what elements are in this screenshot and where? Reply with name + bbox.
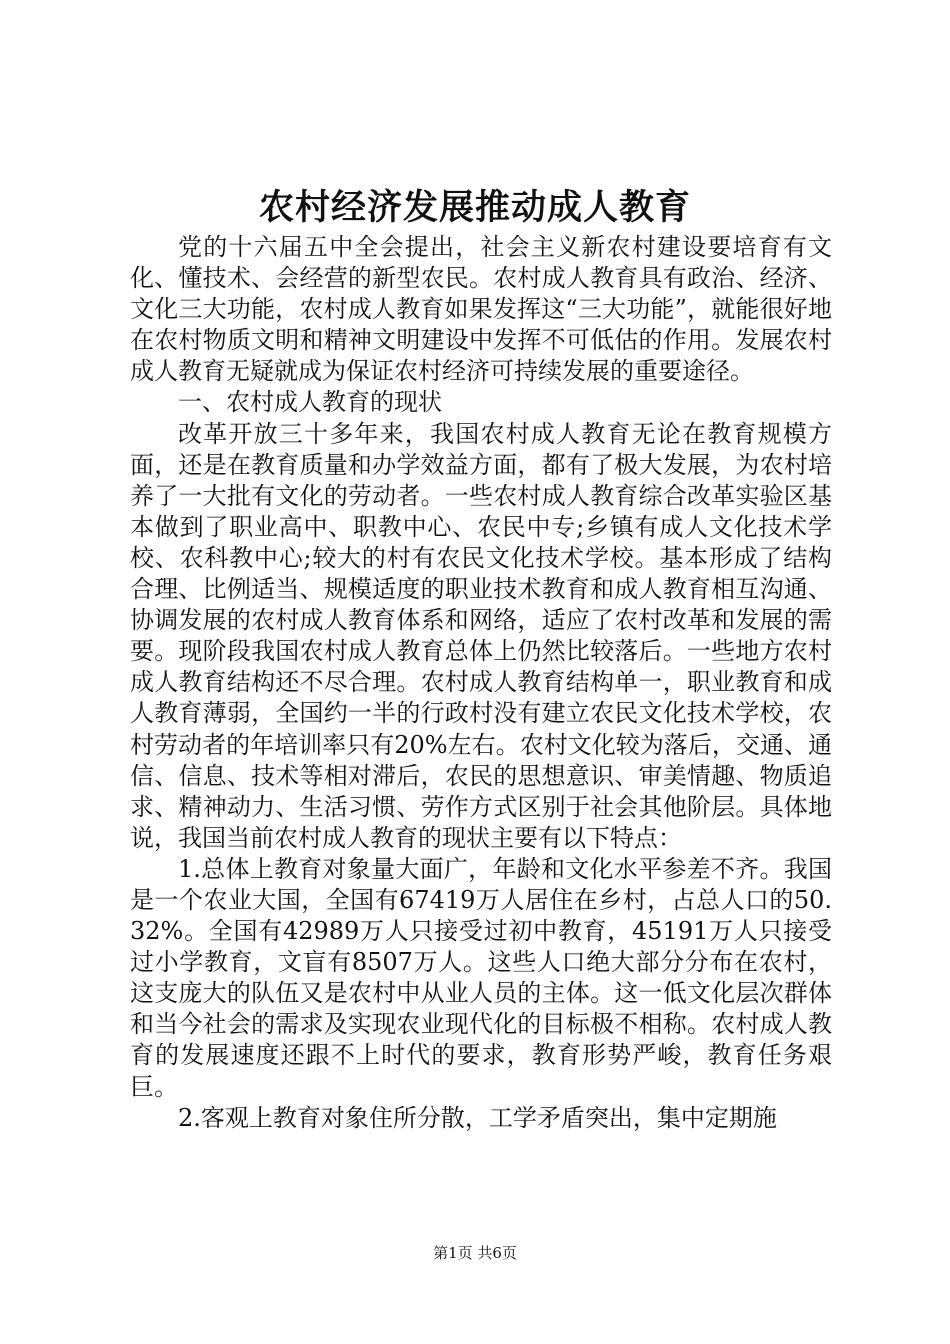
page-footer: 第1页 共6页 xyxy=(433,1244,517,1262)
document-body xyxy=(130,232,832,1134)
paragraph-point-2: 2.客观上教育对象住所分散，工学矛盾突出，集中定期施 xyxy=(178,1103,777,1132)
section-heading-current-status: 一、农村成人教育的现状 xyxy=(178,388,442,417)
paragraph-reform: 改革开放三十多年来，我国农村成人教育无论在教育规模方面，还是在教育质量和办学效益方面，都有了极大发展，为农村培养了一大批有文化的劳动者。一些农村成人教育综合改革实验区基本做到了职业高中、职教中心、农民中专;乡镇有成人文化技术学校、农科教中心;较大的村有农民文化技术学校。基本形成了结构合理、比例适当、规模适度的职业技术教育和成人教育相互沟通、协调发展的农村成人教育体系和网络，适应了农村改革和发展的需要。现阶段我国农村成人教育总体上仍然比较落后。一些地方农村成人教育结构还不尽合理。农村成人教育结构单一，职业教育和成人教育薄弱，全国约一半的行政村没有建立农民文化技术学校，农村劳动者的年培训率只有20%左右。农村文化较为落后，交通、通信、信息、技术等相对滞后，农民的思想意识、审美情趣、物质追求、精神动力、生活习惯、劳作方式区别于社会其他阶层。具体地说，我国当前农村成人教育的现状主要有以下特点： xyxy=(130,419,832,852)
document-title: 农村经济发展推动成人教育 xyxy=(258,187,691,228)
paragraph-intro: 党的十六届五中全会提出，社会主义新农村建设要培育有文化、懂技术、会经营的新型农民。农村成人教育具有政治、经济、文化三大功能，农村成人教育如果发挥这“三大功能”，就能很好地在农村物质文明和精神文明建设中发挥不可低估的作用。发展农村成人教育无疑就成为保证农村经济可持续发展的重要途径。 xyxy=(130,233,832,386)
paragraph-point-1: 1.总体上教育对象量大面广，年龄和文化水平参差不齐。我国是一个农业大国，全国有67419万人居住在乡村，占总人口的50.32%。全国有42989万人只接受过初中教育，45191万人只接受过小学教育，文盲有8507万人。这些人口绝大部分分布在农村，这支庞大的队伍又是农村中从业人员的主体。这一低文化层次群体和当今社会的需求及实现农业现代化的目标极不相称。农村成人教育的发展速度还跟不上时代的要求，教育形势严峻，教育任务艰巨。 xyxy=(130,854,832,1101)
